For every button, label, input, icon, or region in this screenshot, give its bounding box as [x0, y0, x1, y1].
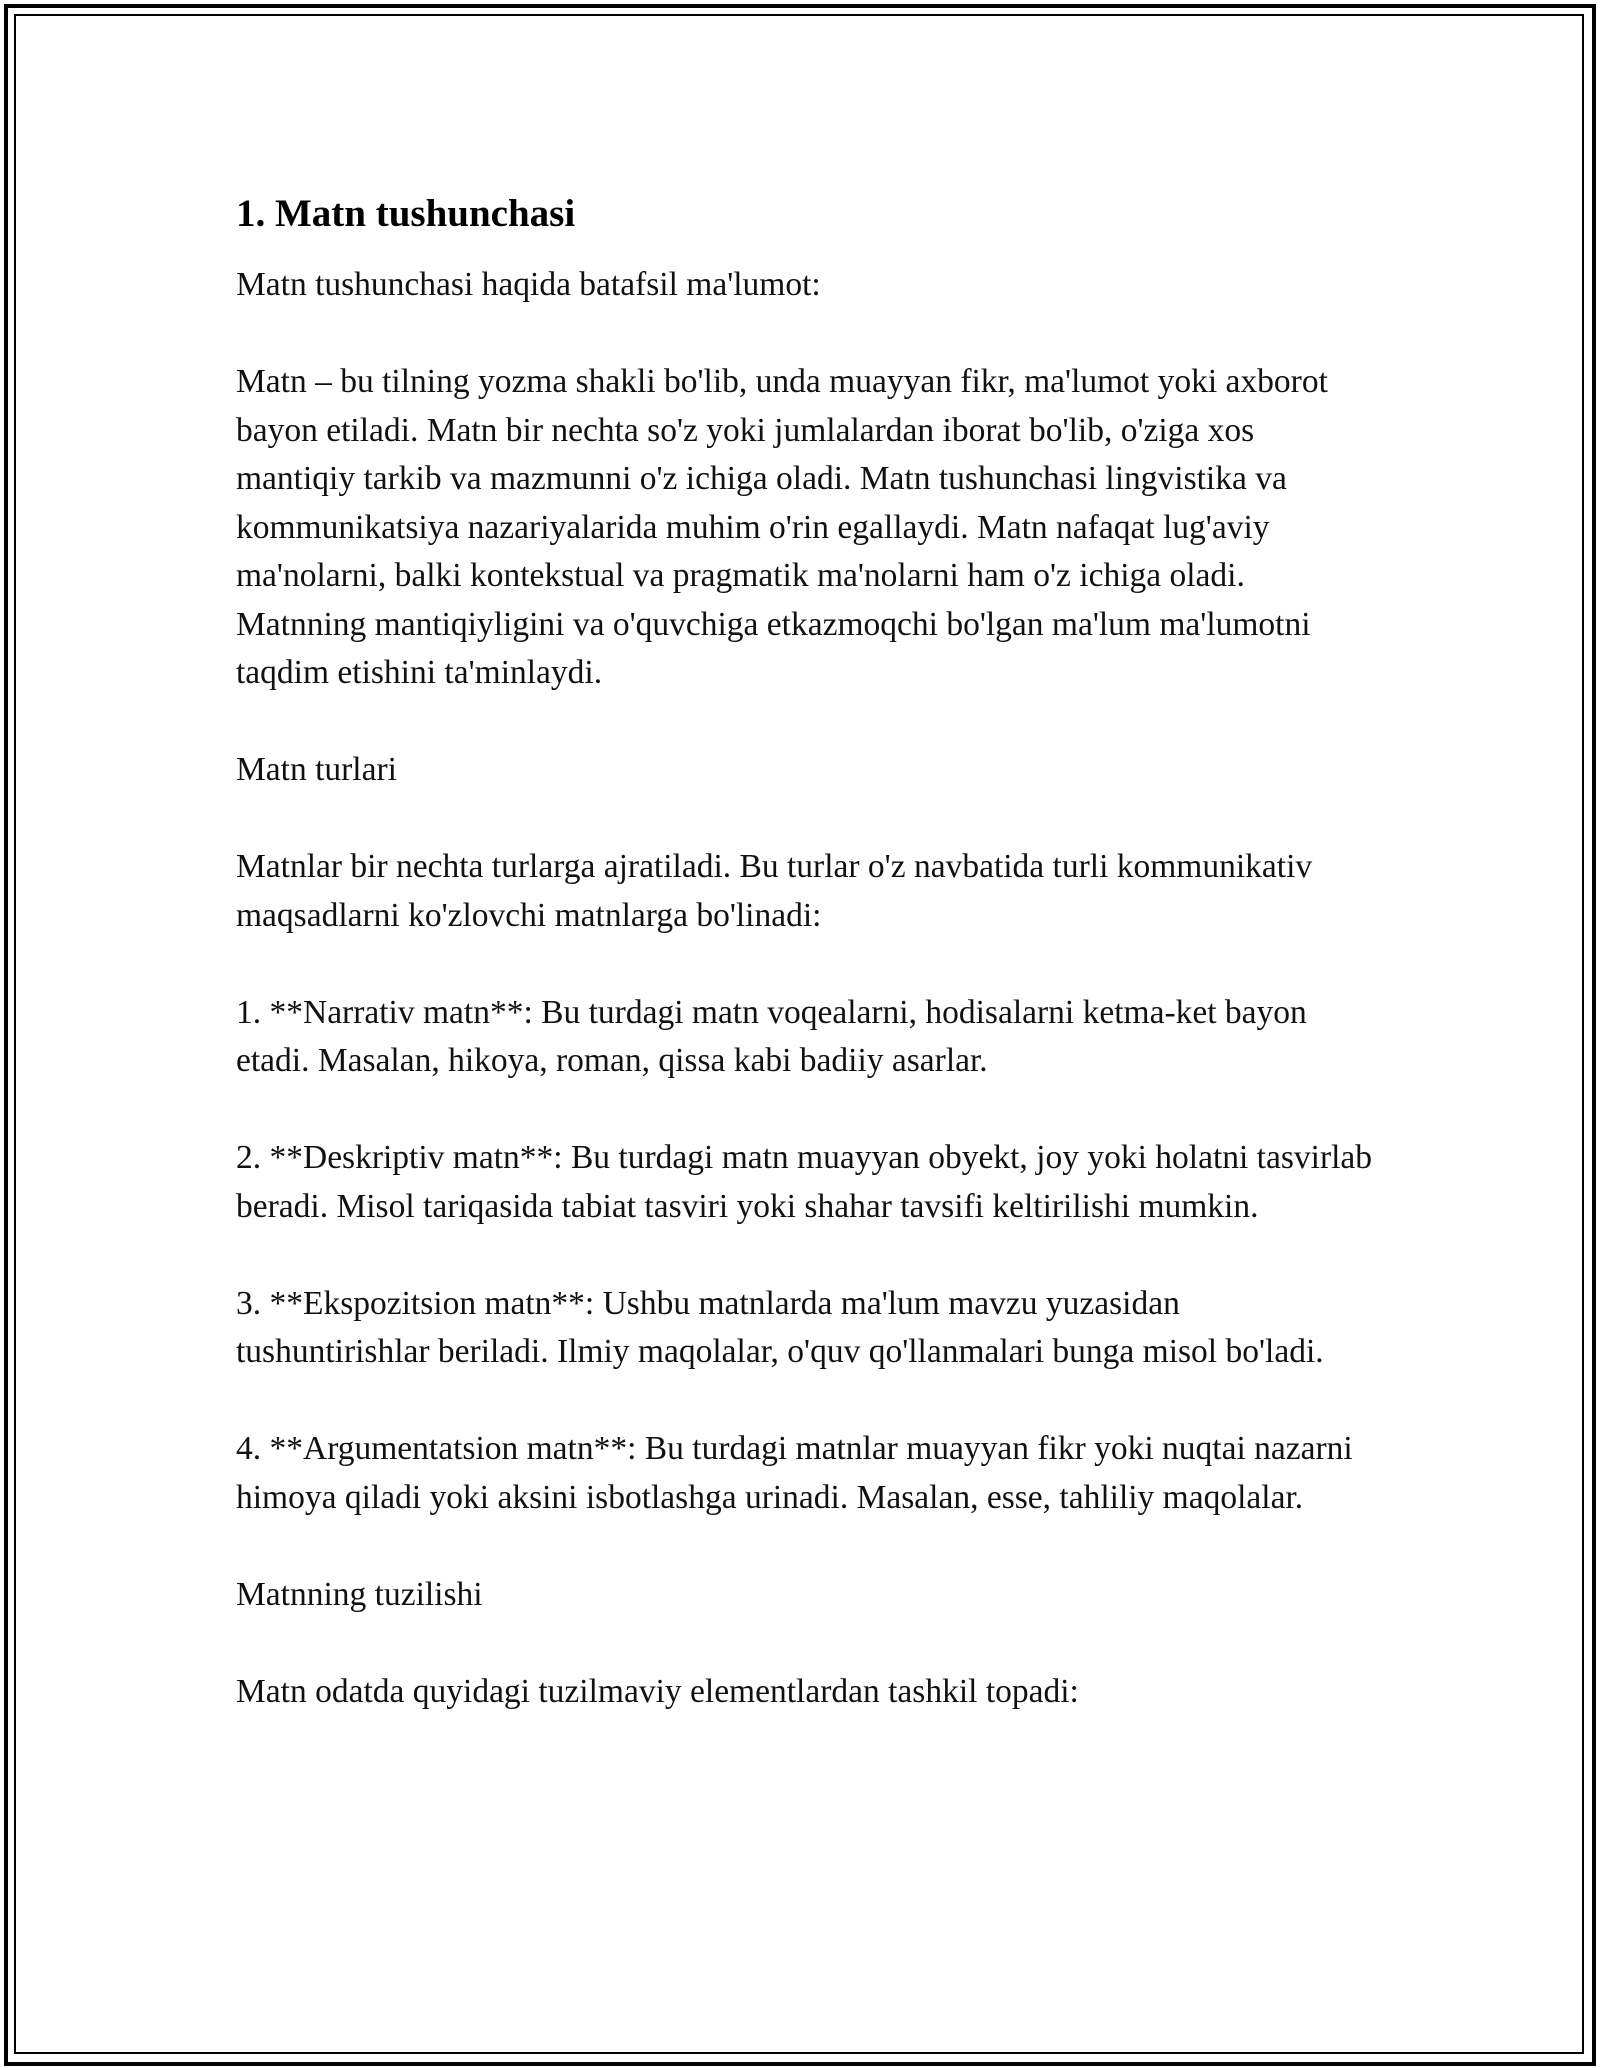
list-item-narrativ: 1. **Narrativ matn**: Bu turdagi matn voqealarni, hodisalarni ketma-ket bayon etadi. Masalan, hikoya, roman, qissa kabi badiiy asarlar. — [236, 993, 1316, 1079]
types-subheading: Matn turlari — [236, 751, 397, 788]
intro-paragraph: Matn tushunchasi haqida batafsil ma'lumot: — [236, 266, 821, 303]
structure-intro-paragraph: Matn odatda quyidagi tuzilmaviy elementlardan tashkil topadi: — [236, 1672, 1079, 1710]
list-item-argumentatsion: 4. **Argumentatsion matn**: Bu turdagi matnlar muayyan fikr yoki nuqtai nazarni himoya qiladi yoki aksini isbotlashga urinadi. Masalan, esse, tahliliy maqolalar. — [236, 1430, 1362, 1516]
list-item-ekspozitsion: 3. **Ekspozitsion matn**: Ushbu matnlarda ma'lum mavzu yuzasidan tushuntirishlar beriladi. Ilmiy maqolalar, o'quv qo'llanmalari bunga misol bo'ladi. — [236, 1284, 1324, 1370]
structure-subheading: Matnning tuzilishi — [236, 1575, 483, 1613]
section-heading: 1. Matn tushunchasi — [236, 192, 576, 235]
types-intro-paragraph: Matnlar bir nechta turlarga ajratiladi. Bu turlar o'z navbatida turli kommunikativ maqsadlarni ko'zlovchi matnlarga bo'linadi: — [236, 848, 1321, 934]
definition-paragraph: Matn – bu tilning yozma shakli bo'lib, unda muayyan fikr, ma'lumot yoki axborot bayon etiladi. Matn bir nechta so'z yoki jumlalardan iborat bo'lib, o'ziga xos mantiqiy tarkib va mazmunni o'z ichiga oladi. Matn tushunchasi lingvistika va kommunikatsiya nazariyalarida muhim o'rin egallaydi. Matn nafaqat lug'aviy ma'nolarni, balki kontekstual va pragmatik ma'nolarni ham o'z ichiga oladi. Matnning mantiqiyligini va o'quvchiga etkazmoqchi bo'lgan ma'lum ma'lumotni taqdim etishini ta'minlaydi. — [236, 363, 1337, 691]
list-item-deskriptiv: 2. **Deskriptiv matn**: Bu turdagi matn muayyan obyekt, joy yoki holatni tasvirlab beradi. Misol tariqasida tabiat tasviri yoki shahar tavsifi keltirilishi mumkin. — [236, 1139, 1381, 1225]
document-body — [236, 186, 1381, 1716]
